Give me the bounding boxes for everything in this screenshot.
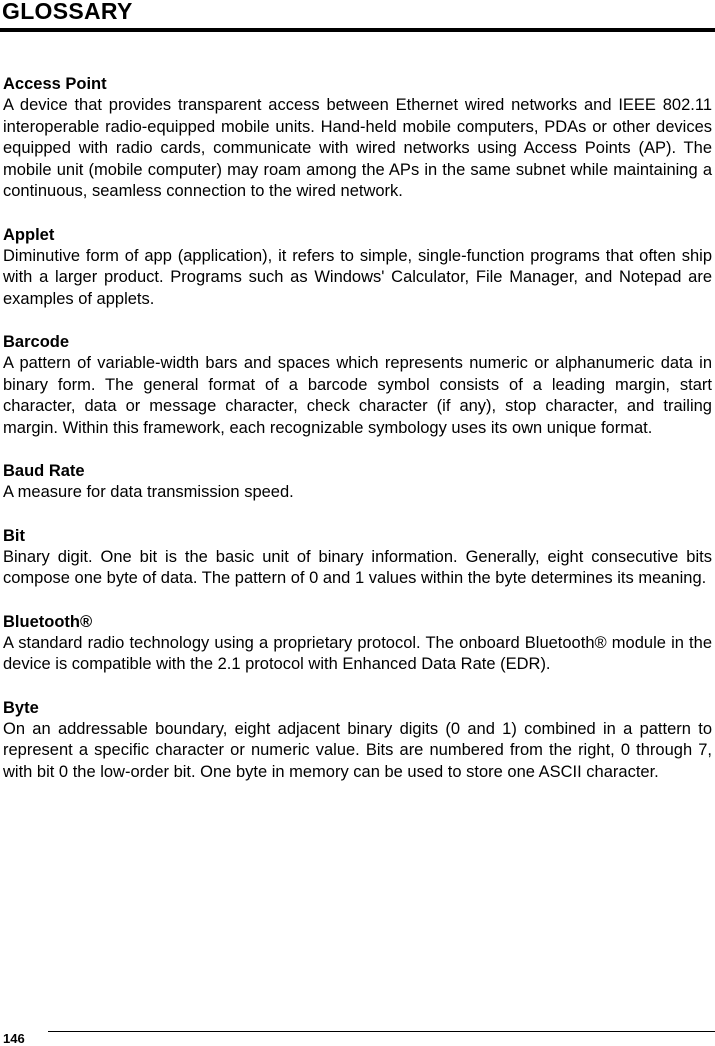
glossary-definition: A measure for data transmission speed.: [3, 483, 294, 501]
glossary-definition: A device that provides transparent access between Ethernet wired networks and IEEE 802.11 interoperable radio-equipped mobile units. Hand-held mobile computers, PDAs or other devices equipped with radio cards, communicate with wired networks using Access Points (AP). The mobile unit (mobile computer) may roam among the APs in the same subnet while maintaining a continuous, seamless connection to the wired network.: [3, 96, 712, 200]
glossary-term: Applet: [3, 225, 55, 244]
footer-divider: [48, 1031, 715, 1032]
glossary-entry-byte: [3, 698, 712, 784]
glossary-term: Barcode: [3, 333, 70, 351]
glossary-definition: A pattern of variable-width bars and spaces which represents numeric or alphanumeric data in binary form. The general format of a barcode symbol consists of a leading margin, start character, data or message character, check character (if any), stop character, and trailing margin. Within this framework, each recognizable symbology uses its own unique format.: [3, 354, 712, 437]
glossary-entry-applet: [3, 225, 712, 311]
page-number: 146: [3, 1031, 25, 1046]
page-title: GLOSSARY: [2, 0, 133, 24]
glossary-term: Bit: [3, 526, 25, 545]
glossary-definition: Binary digit. One bit is the basic unit of binary information. Generally, eight consecutive bits compose one byte of data. The pattern of 0 and 1 values within the byte determines its meaning.: [3, 547, 712, 587]
glossary-definition: Diminutive form of app (application), it refers to simple, single-function programs that often ship with a larger product. Programs such as Windows' Calculator, File Manager, and Notepad are examples of applets.: [3, 246, 712, 308]
glossary-term: Baud Rate: [3, 462, 85, 480]
glossary-entry-access-point: [3, 74, 712, 203]
glossary-list: [3, 74, 712, 805]
glossary-definition: On an addressable boundary, eight adjacent binary digits (0 and 1) combined in a pattern to represent a specific character or numeric value. Bits are numbered from the right, 0 through 7, with bit 0 the low-order bit. One byte in memory can be used to store one ASCII character.: [3, 719, 712, 781]
glossary-term: Access Point: [3, 75, 107, 93]
glossary-entry-bit: [3, 526, 712, 590]
glossary-entry-bluetooth: [3, 612, 712, 676]
glossary-definition: A standard radio technology using a proprietary protocol. The onboard Bluetooth® module in the device is compatible with the 2.1 protocol with Enhanced Data Rate (EDR).: [3, 633, 712, 673]
glossary-term: Byte: [3, 698, 39, 717]
title-divider: [0, 28, 715, 32]
glossary-term: Bluetooth®: [3, 612, 93, 631]
glossary-entry-barcode: [3, 332, 712, 439]
glossary-entry-baud-rate: [3, 461, 712, 504]
